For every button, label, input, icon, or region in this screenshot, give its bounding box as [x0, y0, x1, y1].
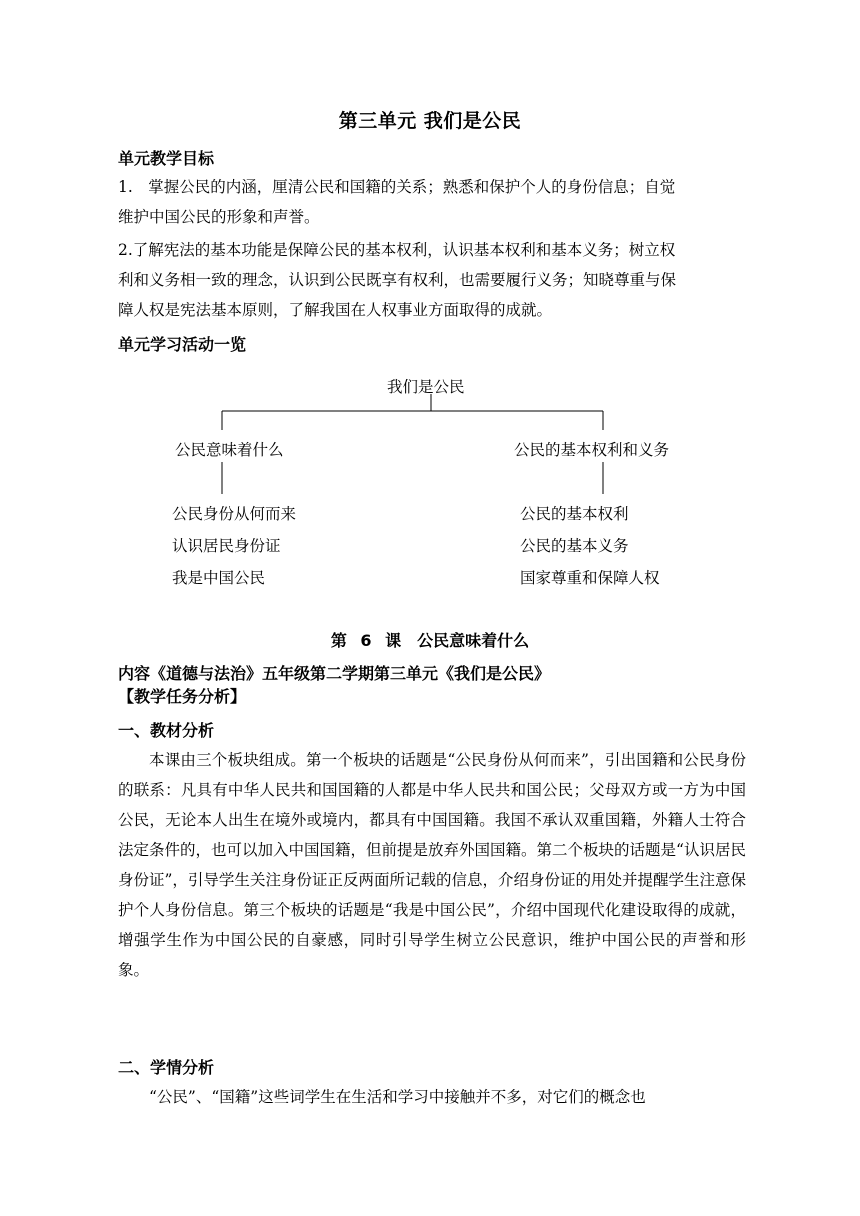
tree-left-item: 公民身份从何而来	[172, 505, 297, 523]
task-heading: 【教学任务分析】	[118, 687, 247, 706]
content-line: 内容《道德与法治》五年级第二学期第三单元《我们是公民》	[118, 664, 551, 683]
section-2-paragraph: “公民”、“国籍”这些词学生在生活和学习中接触并不多，对它们的概念也	[149, 1088, 646, 1106]
tree-left-label: 公民意味着什么	[175, 441, 284, 459]
tree-right-label: 公民的基本权利和义务	[514, 441, 670, 459]
goals-heading: 单元教学目标	[118, 149, 215, 168]
goal-1-line-2: 维护中国公民的形象和声誉。	[118, 208, 320, 226]
unit-title: 第三单元 我们是公民	[338, 110, 522, 132]
section-2-heading: 二、学情分析	[118, 1058, 215, 1077]
activities-heading: 单元学习活动一览	[118, 335, 247, 354]
activity-tree-connectors	[0, 0, 860, 600]
goal-2-line-2: 利和义务相一致的理念，认识到公民既享有权利，也需要履行义务；知晓尊重与保	[118, 271, 677, 289]
tree-right-item: 公民的基本义务	[520, 537, 629, 555]
goal-2-line-3: 障人权是宪法基本原则，了解我国在人权事业方面取得的成就。	[118, 301, 553, 319]
section-1-paragraph: 本课由三个板块组成。第一个板块的话题是“公民身份从何而来”，引出国籍和公民身份的联系：凡具有中华人民共和国国籍的人都是中华人民共和国公民；父母双方或一方为中国公民，无论本人出生在境外或境内，都具有中国国籍。我国不承认双重国籍，外籍人士符合法定条件的，也可以加入中国国籍，但前提是放弃外国国籍。第二个板块的话题是“认识居民身份证”，引导学生关注身份证正反两面所记载的信息，介绍身份证的用处并提醒学生注意保护个人身份信息。第三个板块的话题是“我是中国公民”，介绍中国现代化建设取得的成就，增强学生作为中国公民的自豪感，同时引导学生树立公民意识，维护中国公民的声誉和形象。	[118, 751, 746, 979]
tree-left-item: 认识居民身份证	[172, 537, 281, 555]
section-1-heading: 一、教材分析	[118, 721, 215, 740]
tree-left-item: 我是中国公民	[172, 569, 266, 587]
goal-1-line-1: 1. 掌握公民的内涵，厘清公民和国籍的关系；熟悉和保护个人的身份信息；自觉	[118, 178, 676, 196]
tree-right-item: 国家尊重和保障人权	[520, 569, 660, 587]
goal-2-line-1: 2.了解宪法的基本功能是保障公民的基本权利，认识基本权利和基本义务；树立权	[118, 241, 676, 259]
tree-right-item: 公民的基本权利	[520, 505, 629, 523]
lesson-title: 第 6 课 公民意味着什么	[330, 631, 530, 650]
tree-root: 我们是公民	[387, 378, 465, 396]
